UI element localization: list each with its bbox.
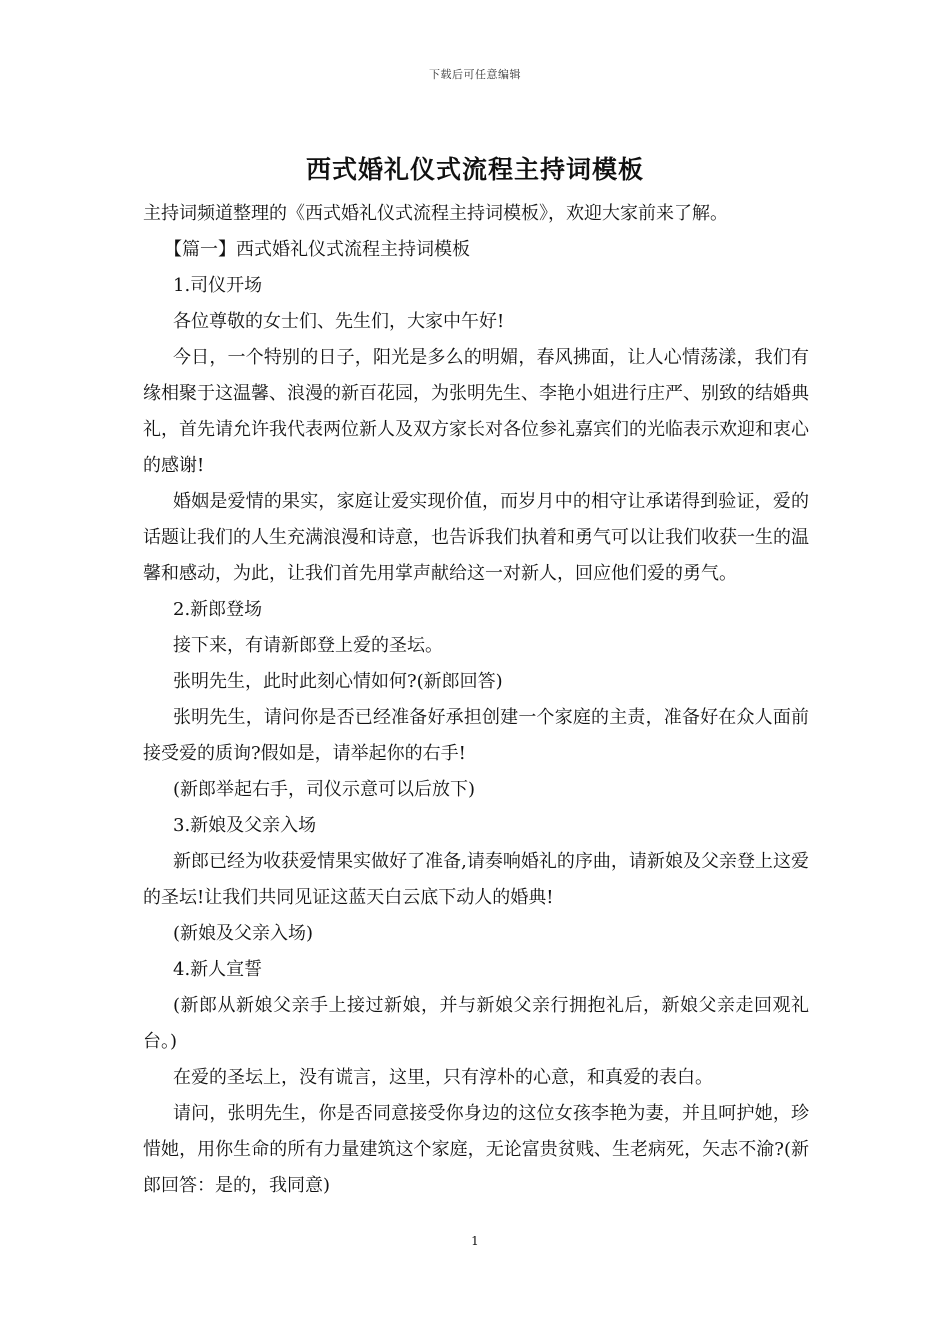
paragraph: 张明先生，此时此刻心情如何?(新郎回答) [173,671,503,692]
page-number: 1 [471,1234,479,1248]
subheading: 3.新娘及父亲入场 [173,815,317,836]
document-title: 西式婚礼仪式流程主持词模板 [305,155,644,184]
document-body [143,196,809,1204]
paragraph: (新郎从新娘父亲手上接过新娘，并与新娘父亲行拥抱礼后，新娘父亲走回观礼台。) [143,995,809,1052]
paragraph: 主持词频道整理的《西式婚礼仪式流程主持词模板》，欢迎大家前来了解。 [143,203,728,224]
paragraph: 张明先生，请问你是否已经准备好承担创建一个家庭的主责，准备好在众人面前接受爱的质询?假如是，请举起你的右手! [143,707,809,764]
paragraph: (新娘及父亲入场) [173,923,314,944]
paragraph: 在爱的圣坛上，没有谎言，这里，只有淳朴的心意，和真爱的表白。 [173,1067,713,1088]
section-heading: 【篇一】西式婚礼仪式流程主持词模板 [164,239,470,260]
subheading: 4.新人宣誓 [173,959,263,980]
paragraph: 婚姻是爱情的果实，家庭让爱实现价值，而岁月中的相守让承诺得到验证，爱的话题让我们的人生充满浪漫和诗意，也告诉我们执着和勇气可以让我们收获一生的温馨和感动，为此，让我们首先用掌声献给这一对新人，回应他们爱的勇气。 [143,491,809,584]
paragraph: 新郎已经为收获爱情果实做好了准备,请奏响婚礼的序曲，请新娘及父亲登上这爱的圣坛!让我们共同见证这蓝天白云底下动人的婚典! [143,851,809,908]
paragraph: 今日，一个特别的日子，阳光是多么的明媚，春风拂面，让人心情荡漾，我们有缘相聚于这温馨、浪漫的新百花园，为张明先生、李艳小姐进行庄严、别致的结婚典礼，首先请允许我代表两位新人及双方家长对各位参礼嘉宾们的光临表示欢迎和衷心的感谢! [143,347,809,476]
subheading: 2.新郎登场 [173,599,263,620]
paragraph: 各位尊敬的女士们、先生们，大家中午好! [173,311,505,332]
paragraph: 接下来，有请新郎登上爱的圣坛。 [173,635,443,656]
paragraph: 请问，张明先生，你是否同意接受你身边的这位女孩李艳为妻，并且呵护她，珍惜她，用你生命的所有力量建筑这个家庭，无论富贵贫贱、生老病死，矢志不渝?(新郎回答：是的，我同意) [143,1103,809,1196]
header-note: 下载后可任意编辑 [429,68,521,81]
paragraph: (新郎举起右手，司仪示意可以后放下) [173,779,476,800]
subheading: 1.司仪开场 [173,275,263,296]
